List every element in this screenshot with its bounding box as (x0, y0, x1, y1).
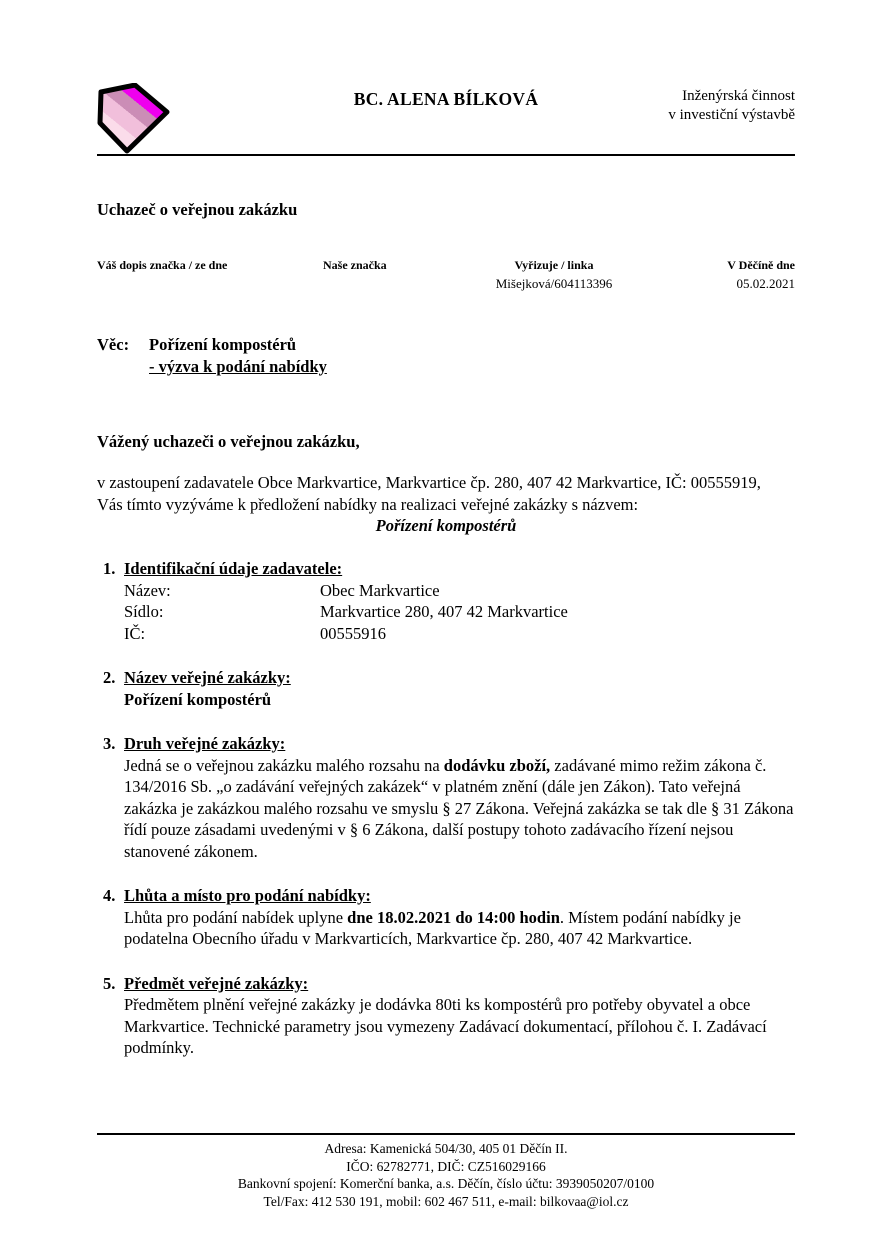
section-1-number: 1. (103, 559, 116, 578)
section-5-heading (97, 973, 795, 995)
section-2-body: Pořízení kompostérů (124, 689, 272, 709)
subject-line1: Pořízení kompostérů (149, 335, 297, 354)
section-4-number: 4. (103, 886, 116, 905)
ref-date-value: 05.02.2021 (736, 276, 795, 291)
id-label-nazev: Název: (124, 580, 171, 600)
section-1 (97, 558, 795, 644)
section-3-body (124, 755, 795, 863)
section-1-body (124, 580, 795, 645)
company-name: BC. ALENA BÍLKOVÁ (353, 89, 539, 109)
ref-date-label: V Děčíně dne (727, 258, 795, 272)
section-5 (97, 973, 795, 1059)
section-4-text-bold: dne 18.02.2021 do 14:00 hodin (347, 907, 560, 927)
id-row-sidlo (124, 601, 795, 623)
header-rule (97, 154, 795, 156)
id-value-ic: 00555916 (320, 623, 386, 643)
id-label-ic: IČ: (124, 623, 146, 643)
section-5-number: 5. (103, 973, 116, 993)
section-4-title: Lhůta a místo pro podání nabídky: (124, 886, 371, 905)
salutation: Vážený uchazeči o veřejnou zakázku, (97, 432, 360, 451)
section-4 (97, 885, 795, 950)
section-5-title: Předmět veřejné zakázky: (124, 973, 309, 993)
ref-your-letter-label: Váš dopis značka / ze dne (97, 258, 228, 272)
section-3 (97, 733, 795, 862)
ref-col-our-ref (323, 258, 473, 292)
section-2-number: 2. (103, 668, 116, 687)
section-5-body: Předmětem plnění veřejné zakázky je dodávka 80ti ks kompostérů pro potřeby obyvatel a obce Markvartice. Technické parametry jsou vymezeny Zadávací dokumentací, přílohou č. I. Zadávací podmínky. (124, 995, 767, 1057)
id-label-sidlo: Sídlo: (124, 602, 164, 621)
intro-paragraph: v zastoupení zadavatele Obce Markvartice, Markvartice čp. 280, 407 42 Markvartice, IČ: 00555919, Vás tímto vyzýváme k předložení nabídky na realizaci veřejné zakázky s názvem: (97, 473, 761, 514)
footer-bank: Bankovní spojení: Komerční banka, a.s. Děčín, číslo účtu: 3939050207/0100 (237, 1176, 655, 1191)
ref-col-your-letter (97, 258, 323, 292)
project-title: Pořízení kompostérů (375, 516, 517, 535)
footer-contact: Tel/Fax: 412 530 191, mobil: 602 467 511, e-mail: bilkovaa@iol.cz (263, 1193, 629, 1209)
subject-lines (149, 334, 327, 378)
company-tagline-line1: Inženýrská činnost (682, 88, 795, 104)
section-3-text-1: Jedná se o veřejnou zakázku malého rozsahu na (124, 755, 444, 775)
section-3-number: 3. (103, 734, 116, 753)
id-row-ic (124, 623, 795, 645)
id-row-nazev (124, 580, 795, 602)
section-2 (97, 667, 795, 710)
section-4-heading (97, 885, 795, 907)
company-tagline (668, 87, 795, 125)
footer-ico-dic: IČO: 62782771, DIČ: CZ516029166 (346, 1158, 546, 1174)
company-tagline-line2: v investiční výstavbě (668, 107, 795, 123)
subject-line2: - výzva k podání nabídky (149, 357, 327, 376)
section-3-title: Druh veřejné zakázky: (124, 734, 286, 753)
section-4-text-2: . Místem podání nabídky je podatelna Obecního úřadu v Markvarticích, Markvartice čp. 280, 407 42 Markvartice. (124, 907, 741, 948)
footer-address: Adresa: Kamenická 504/30, 405 01 Děčín II. (324, 1141, 568, 1156)
ref-handled-by-label: Vyřizuje / linka (514, 258, 594, 272)
section-3-text-2: zadávané mimo režim zákona č. 134/2016 Sb. „o zadávání veřejných zakázek“ v platném znění (dále jen Zákon). Tato veřejná zakázka je zakázkou malého rozsahu ve smyslu § 27 Zákona. Veřejná zakázka se tak dle § 31 Zákona řídí pouze zásadami uvedenými v § 6 Zákona, další postupy tohoto zadávacího řízení nejsou stanovené zákonem. (124, 755, 794, 861)
ref-col-handled-by (473, 258, 635, 292)
section-4-body (124, 907, 795, 950)
section-1-heading (97, 558, 795, 580)
section-2-title: Název veřejné zakázky: (124, 668, 291, 687)
id-value-sidlo: Markvartice 280, 407 42 Markvartice (320, 602, 568, 621)
ref-handled-by-value: Mišejková/604113396 (495, 276, 613, 291)
reference-row (97, 258, 795, 292)
company-logo-gem-icon (97, 83, 171, 155)
section-2-heading (97, 667, 795, 689)
letterhead (97, 85, 795, 154)
subject-block (97, 334, 795, 378)
footer (97, 1133, 795, 1210)
ref-col-date (635, 258, 795, 292)
ref-our-ref-label: Naše značka (323, 258, 387, 272)
section-3-heading (97, 733, 795, 755)
recipient-heading: Uchazeč o veřejnou zakázku (97, 200, 298, 219)
id-value-nazev: Obec Markvartice (320, 580, 440, 600)
subject-label: Věc: (97, 335, 130, 354)
section-3-text-bold: dodávku zboží, (443, 755, 551, 775)
section-4-text-1: Lhůta pro podání nabídek uplyne (124, 907, 348, 927)
section-1-title: Identifikační údaje zadavatele: (124, 559, 343, 578)
